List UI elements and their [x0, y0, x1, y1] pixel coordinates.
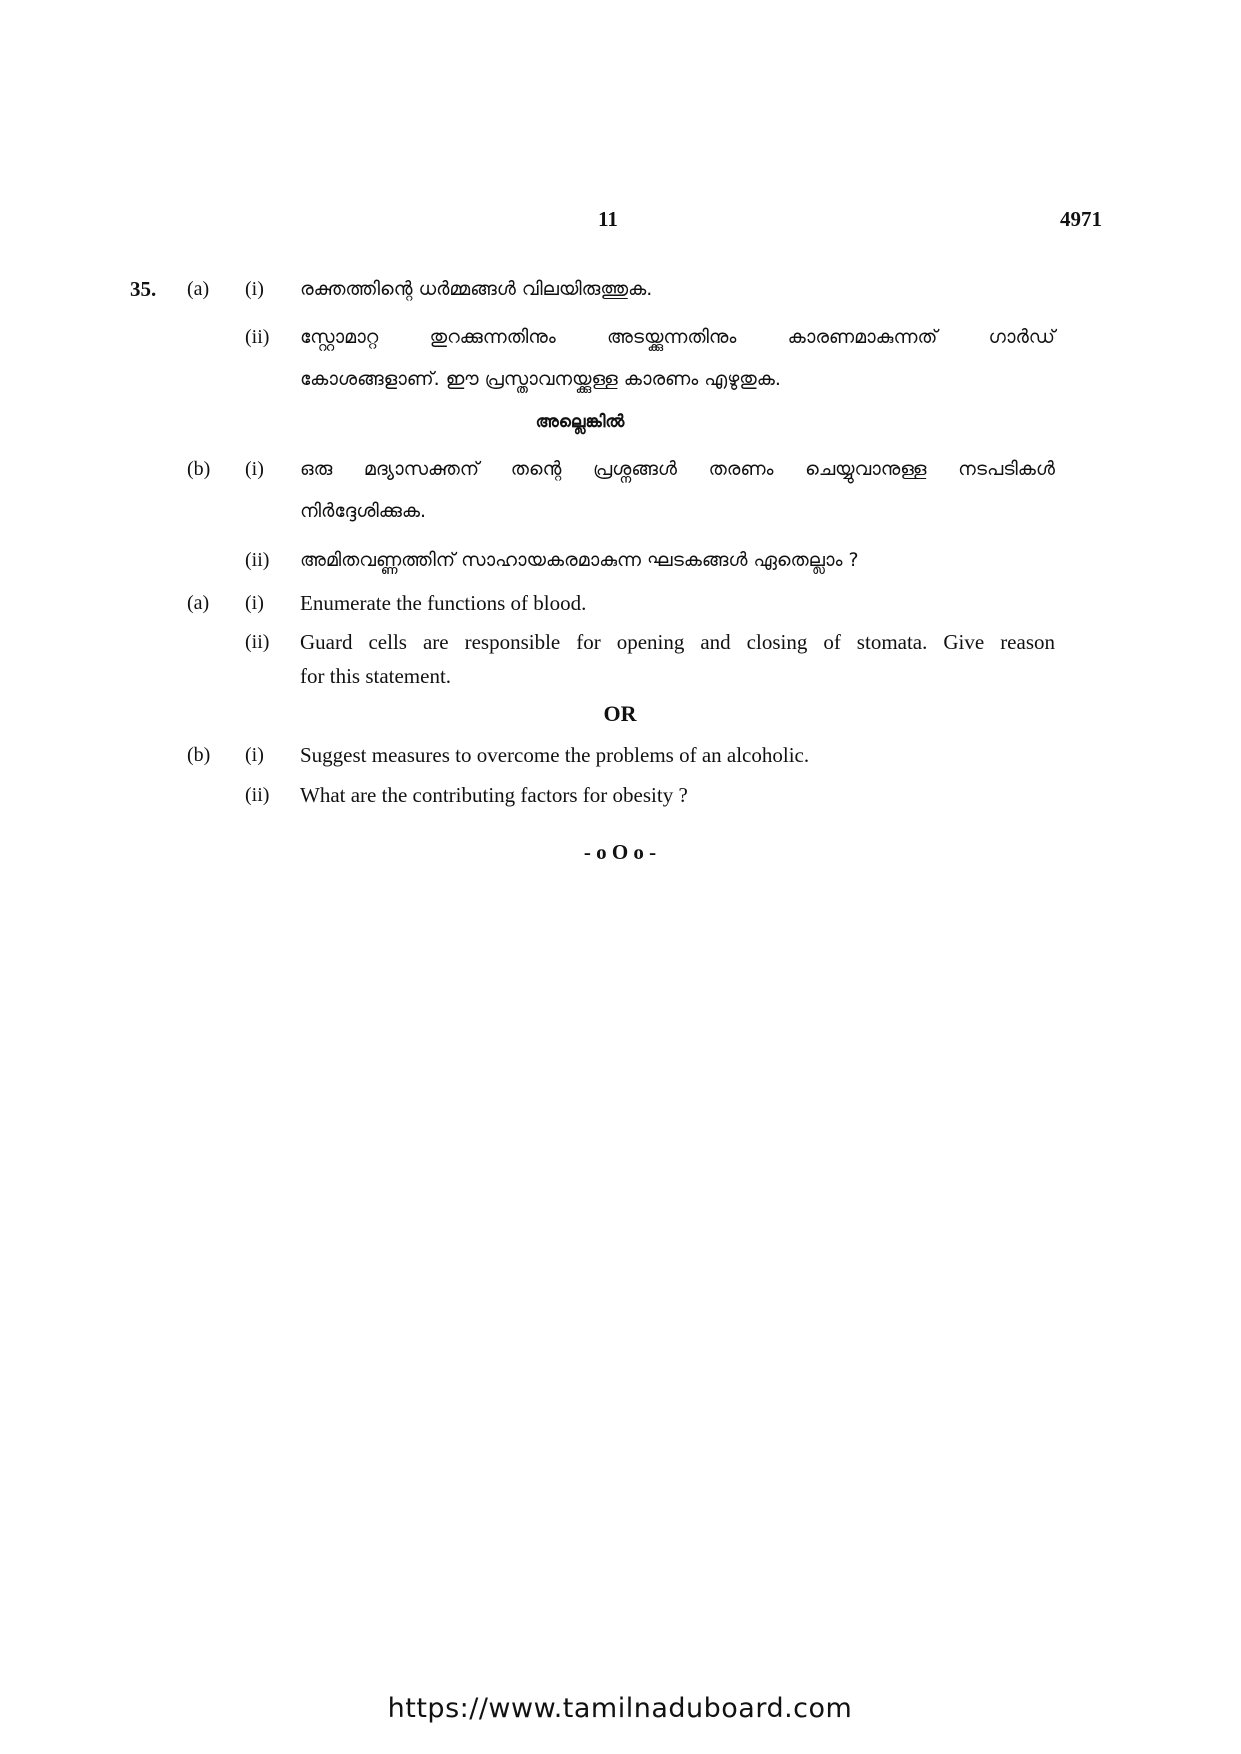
ml-part-b-label: (b) — [187, 458, 211, 480]
ml-a-ii-line1: സ്റ്റോമാറ്റ തുറക്കുന്നതിനും അടയ്ക്കുന്നതിനും കാരണമാകുന്നത് ഗാർഡ് — [300, 326, 1055, 348]
ml-b-i-label: (i) — [245, 458, 264, 480]
en-b-i-text: Suggest measures to overcome the problems of an alcoholic. — [300, 743, 810, 767]
end-mark: - o O o - — [583, 840, 657, 864]
en-a-i-label: (i) — [245, 592, 264, 614]
ml-a-i-label: (i) — [245, 278, 264, 300]
en-a-i-text: Enumerate the functions of blood. — [300, 591, 587, 615]
ml-a-ii-line2: കോശങ്ങളാണ്. ഈ പ്രസ്താവനയ്ക്കുള്ള കാരണം എഴുതുക. — [300, 368, 781, 390]
en-part-a-label: (a) — [187, 592, 210, 614]
question-number: 35. — [130, 277, 157, 301]
en-or-label: OR — [603, 701, 637, 726]
paper-code: 4971 — [1060, 207, 1102, 231]
en-b-ii-text: What are the contributing factors for obesity ? — [300, 783, 688, 807]
ml-a-ii-label: (ii) — [245, 326, 270, 348]
ml-b-ii-text: അമിതവണ്ണത്തിന് സാഹായകരമാകുന്ന ഘടകങ്ങൾ ഏതെല്ലാം ? — [300, 549, 859, 571]
ml-b-i-line2: നിർദ്ദേശിക്കുക. — [300, 500, 427, 522]
footer-url-link[interactable]: https://www.tamilnaduboard.com — [387, 1693, 853, 1724]
ml-a-i-text: രക്തത്തിന്റെ ധർമ്മങ്ങൾ വിലയിരുത്തുക. — [300, 278, 653, 300]
ml-or-label: അല്ലെങ്കിൽ — [535, 412, 625, 432]
en-a-ii-line1: Guard cells are responsible for opening and closing of stomata. Give reason — [300, 630, 1055, 654]
ml-part-a-label: (a) — [187, 278, 210, 300]
en-b-i-label: (i) — [245, 744, 264, 766]
ml-b-ii-label: (ii) — [245, 549, 270, 571]
en-part-b-label: (b) — [187, 744, 211, 766]
ml-b-i-line1: ഒരു മദ്യാസക്തന് തന്റെ പ്രശ്നങ്ങൾ തരണം ചെയ്യുവാനുള്ള നടപടികൾ — [300, 458, 1055, 480]
en-a-ii-label: (ii) — [245, 631, 270, 653]
en-b-ii-label: (ii) — [245, 784, 270, 806]
page-number: 11 — [598, 207, 618, 231]
en-a-ii-line2: for this statement. — [300, 664, 452, 688]
